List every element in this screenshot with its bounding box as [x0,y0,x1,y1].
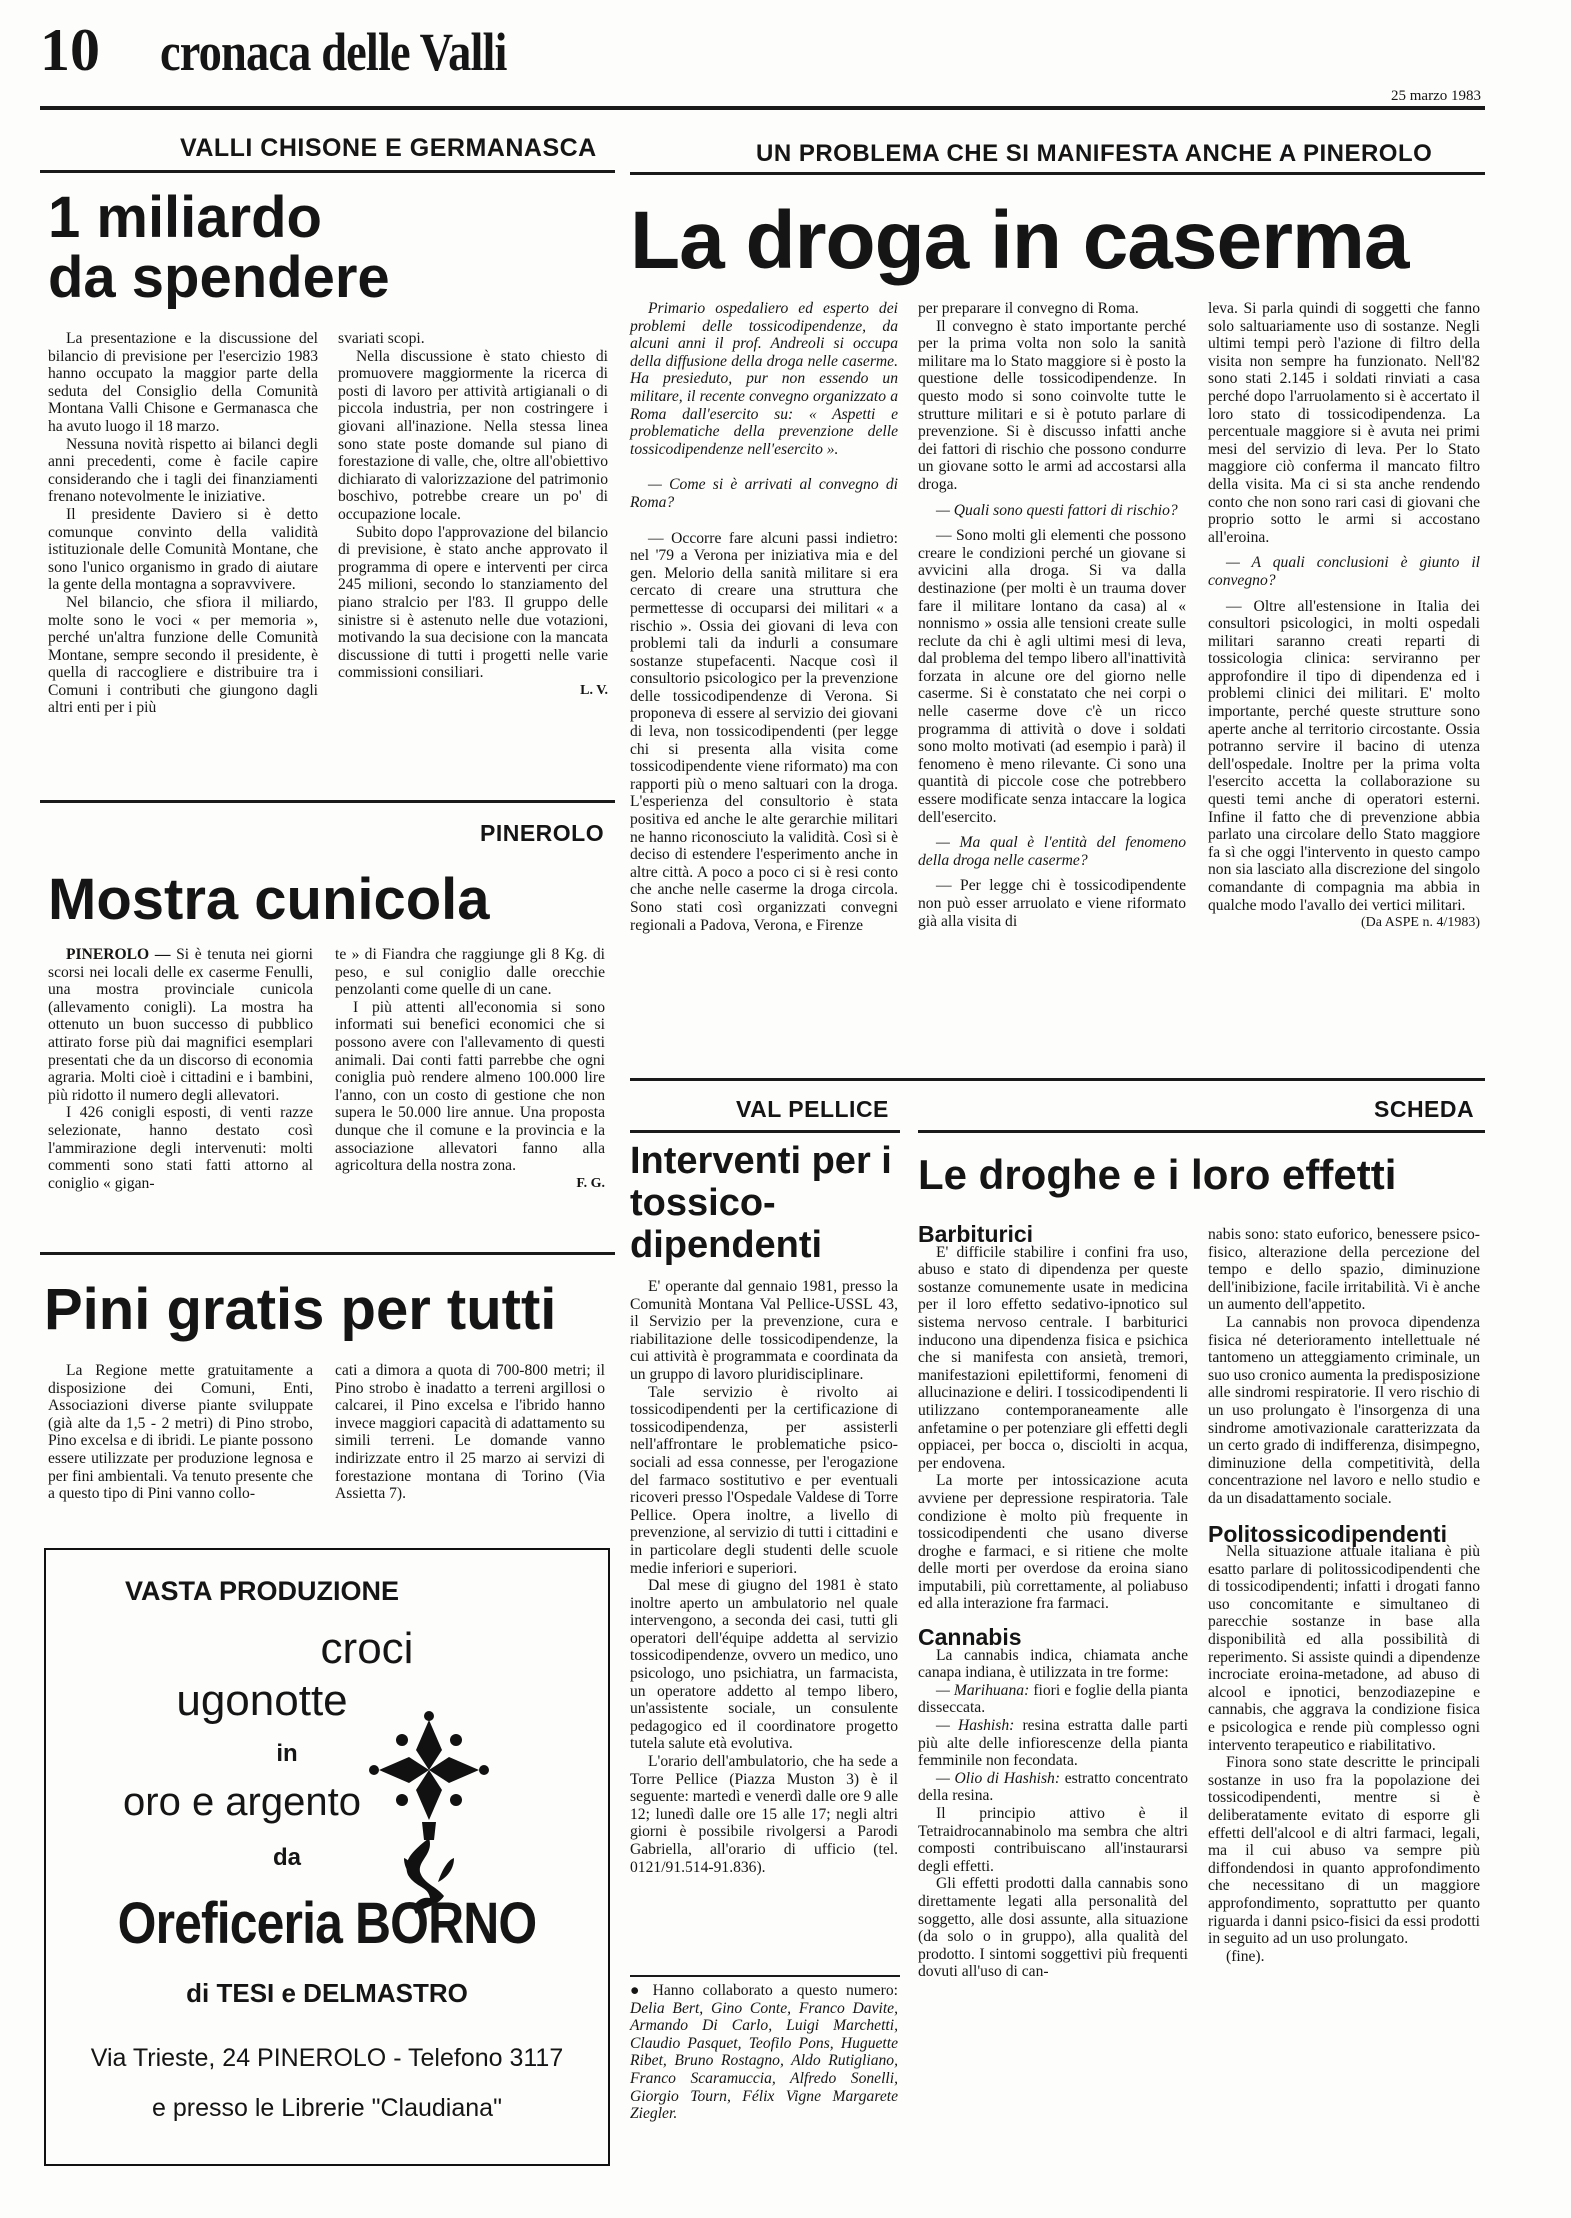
ad-line8: di TESI e DELMASTRO [186,1978,468,2008]
subhead-politossicodipendenti: Politossicodipendenti [1208,1520,1447,1547]
headline-interventi: Interventi per i tossico-dipendenti [630,1140,892,1266]
advertisement-borno [44,1548,610,2166]
kicker-rule [630,1130,900,1133]
droga-col3: leva. Si parla quindi di soggetti che fanno solo saltuariamente uso di sostanze. Negli ultimi tempi però l'azione di filtro della visita non sempre ha funzionato. Nell'82 sono stati 2.145 i soldati rinviati a casa perché dopo l'arruolamento si è accertato il loro stato di tossicodipendenza. La percentuale maggiore si è avuta nei primi mesi del servizio di leva. Per lo Stato maggiore ciò conferma il mancato filtro della visita. Ma ci si sta anche rendendo conto che non sono rari casi di giovani che proprio sotto le armi si accostano all'eroina. — A quali conclusioni è giunto il convegno? — Oltre all'estensione in Italia dei consultori psicologici, in molti ospedali militari saranno creati reparti di tossicologia clinica: serviranno per approfondire il tipo di dipendenza ed i problemi clinici dei militari. E' molto importante, perché queste strutture sono aperte anche al territorio circostante. Ossia potranno servire il bacino di utenza dell'ospedale. Inoltre per la prima volta l'esercito accetta la collaborazione su questi temi anche di operatori esterni. Infine il fatto che di prevenzione abbia parlato una circolare dello Stato maggiore fa sì che oggi l'intervento in questo campo non sia lasciato alla discrezione del singolo comandante di compagnia ma abbia in qualche modo l'avallo dei vertici militari. (Da ASPE n. 4/1983) [1208,300,1480,931]
section-rule [40,1252,615,1255]
droga-source: (Da ASPE n. 4/1983) [1361,915,1480,931]
kicker-valli-chisone: VALLI CHISONE E GERMANASCA [180,134,597,162]
pini-col2: cati a dimora a quota di 700-800 metri; il Pino strobo è inadatto a terreni argillosi o calcarei, il Pino excelsa e l'ibrido hanno invece maggiori capacità di adattamento su simili terreni. Le domande vanno indirizzate entro il 25 marzo ai servizi di forestazione montana di Torino (Via Assietta 7). [335,1362,605,1503]
headline-cunicola: Mostra cunicola [48,867,490,932]
ad-line1: VASTA PRODUZIONE [124,1576,399,1606]
scheda-col2: nabis sono: stato euforico, benessere psico-fisico, alterazione della percezione del tempo e dello spazio, diminuzione dell'inibizione, facile irritabilità. Vi è anche un aumento dell'appetito. La cannabis non provoca dipendenza fisica né deterioramento intellettuale né tantomeno un atteggiamento criminale, un suo uso cronico aumenta la predisposizione alle sindromi respiratorie. Il vero rischio di un uso prolungato è l'insorgenza di una sindrome amotivazionale caratterizzata da un certo grado di indifferenza, disimpegno, diminuzione della competitività, della concentrazione nel lavoro e nello studio e da un disadattamento sociale. Politossicodipendenti Nella situazione attuale italiana è più esatto parlare di politossicodipendenti che di tossicodipendenti; infatti i drogati fanno uso concomitante e simultaneo di parecchie sostanze in base alla disponibilità ed alla possibilità di reperimento. Si assiste quindi a dipendenze incrociate eroina-metadone, ad abuso di alcool e ipnotici, benzodiazepine e cannabis, che aggrava la condizione fisica e psicologica e rende più complesso ogni intervento terapeutico e riabilitativo. Finora sono state descritte le principali sostanze in uso fra la popolazione dei tossicodipendenti, mentre si è deliberatamente evitato di esporre gli effetti dell'alcool e di altri farmaci, legali, ma il cui abuso va sempre più diffondendosi in quanto approfondimento che necessitano di un maggiore approfondimento, soprattutto per quanto riguarda i danni psico-fisici da essi prodotti in seguito ad un uso prolungato. (fine). [1208,1226,1480,1965]
kicker-rule [40,170,615,173]
cunicola-col2: te » di Fiandra che raggiunge gli 8 Kg. di peso, e sul coniglio dalle orecchie penzolanti come quelle di un cane. I più attenti all'economia si sono informati sui benefici economici che si possono avere con l'allevamento di questi animali. Dai conti fatti parrebbe che ogni coniglia può rendere almeno 100.000 lire l'anno, con un costo di gestione che non supera le 50.000 lire annue. Una proposta dunque che il comune e la provincia e la associazione allevatori fanno alla agricoltura della nostra zona. F. G. [335,946,605,1191]
subhead-barbiturici: Barbiturici [918,1221,1034,1247]
cunicola-col1: PINEROLO — Si è tenuta nei giorni scorsi nei locali delle ex caserme Fenulli, una mostra provinciale cunicola (allevamento conigli). La mostra ha ottenuto un buon successo di pubblico attirato forse più dai magnifici esemplari presentati che da un discorso di economia agraria. Molti cioè i cittadini e i bambini, più ridotto il numero degli allevatori. I 426 conigli esposti, di venti razze selezionate, hanno destato così l'ammirazione degli intervenuti: molti commenti sono stati fatti attorno al coniglio « gigan- [48,946,313,1192]
credits-rule [630,1975,900,1977]
ad-line9: Via Trieste, 24 PINEROLO - Telefono 3117 [90,2044,564,2072]
interventi-body: E' operante dal gennaio 1981, presso la Comunità Montana Val Pellice-USSL 43, il Servizio per la prevenzione, cura e riabilitazione delle tossicodipendenze, la cui attività è programmata e coordinata da un gruppo di lavoro pluridisciplinare. Tale servizio è rivolto ai tossicodipendenti per la certificazione di tossicodipendenza, per assisterli nell'affrontare le problematiche psico-sociali ad essa connesse, per l'erogazione del farmaco sostitutivo e per eventuali ricoveri presso l'Ospedale Valdese di Torre Pellice. Opera inoltre, a livello di prevenzione, al servizio di tutti i cittadini e in particolare degli studenti delle scuole medie inferiori e superiori. Dal mese di giugno del 1981 è stato inoltre aperto un ambulatorio nel quale intervengono, a seconda dei casi, tutti gli operatori dell'équipe addetta al servizio tossicodipendenze, ovvero un medico, uno psicologo, uno psichiatra, un farmacista, un operatore addetto al tempo libero, un'assistente sociale, un consulente pedagogico ed il coordinatore progetto tutela salute età evolutiva. L'orario dell'ambulatorio, che ha sede a Torre Pellice (Piazza Muston 3) è il seguente: martedì e venerdì dalle ore 9 alle 12; lunedì dalle ore 15 alle 17; negli altri giorni è possibile rivolgersi a Parodi Gabriella, all'orario di ufficio (tel. 0121/91.514-91.836). [630,1278,899,1876]
headline-miliardo: 1 miliardo da spendere [48,185,390,310]
kicker-val-pellice: VAL PELLICE [736,1096,889,1122]
cunicola-signature: F. G. [576,1175,605,1191]
ad-line2: croci [320,1624,414,1673]
ad-line10: e presso le Librerie "Claudiana" [152,2094,502,2122]
huguenot-cross-icon [364,1710,494,1920]
scheda-col1: Barbiturici E' difficile stabilire i confini fra uso, abuso e stato di dipendenza per queste sostanze comunemente usate in medicina per il loro effetto sedativo-ipnotico sul sistema nervoso centrale. I barbiturici inducono una dipendenza fisica e psichica che si manifesta con ansietà, tremori, manifestazioni epilettiformi, fenomeni di allucinazione e deliri. I tossicodipendenti li utilizzano contemporaneamente alle anfetamine o per potenziare gli effetti degli oppiacei, per bocca o, disciolti in acqua, per endovena. La morte per intossicazione acuta avviene per depressione respiratoria. Tale condizione è molto più frequente in tossicodipendenti che usano diverse droghe e farmaci, e si ritiene che molte delle morti per overdose da eroina siano imputabili, più correttamente, al poliabuso ed alla interazione fra farmaci. Cannabis La cannabis indica, chiamata anche canapa indiana, è utilizzata in tre forme: — Marihuana: fiori e foglie della pianta disseccata. — Hashish: resina estratta dalle parti più alte delle infiorescenze della pianta femminile non fecondata. — Olio di Hashish: estratto concentrato della resina. Il principio attivo è il Tetraidrocannabinolo ma sembra che altri composti contribuiscano all'instaurarsi degli effetti. Gli effetti prodotti dalla cannabis sono direttamente legati alla personalità del soggetto, alle dosi assunte, alla situazione (da solo o in gruppo), alla qualità del prodotto. I sintomi soggettivi più frequenti dovuti all'uso di can- [918,1221,1188,1981]
miliardo-signature: L. V. [580,682,608,698]
ad-line7: Oreficeria BORNO [117,1891,537,1956]
masthead-rule [40,106,1485,110]
kicker-scheda: SCHEDA [1374,1096,1475,1122]
miliardo-col1: La presentazione e la discussione del bilancio di previsione per l'esercizio 1983 hanno occupato la maggior parte della seduta del Consiglio della Comunità Montana Valli Chisone e Germanasca che ha avuto luogo il 18 marzo. Nessuna novità rispetto ai bilanci degli anni precedenti, come è facile capire considerando che i tagli dei finanziamenti frenano notevolmente le iniziative. Il presidente Daviero si è detto comunque convinto della validità istituzionale delle Comunità Montane, che sono l'unico organismo in grado di aiutare la gente della montagna a sopravvivere. Nel bilancio, che sfiora il miliardo, molte sono le voci « per memoria », perché un'altra funzione delle Comunità Montane, sempre secondo il presidente, è quella di raccogliere e distribuire tra i Comuni i contributi che giungono dagli altri enti per i più [48,330,318,717]
miliardo-col2: svariati scopi. Nella discussione è stato chiesto di promuovere maggiormente la ricerca di posti di lavoro per attività artigianali o di piccola industria, per non costringere i giovani all'inazione. Nella stessa linea sono state poste domande sul piano di forestazione di valle, che, oltre all'obiettivo dichiarato di valorizzazione del patrimonio boschivo, potrebbe creare un po' di occupazione locale. Subito dopo l'approvazione del bilancio di previsione, è stato anche approvato il programma di opere e interventi per circa 245 milioni, secondo lo stanziamento del piano stralcio per l'83. Il gruppo delle sinistre si è astenuto nelle due votazioni, motivando la sua decisione con la mancata discussione di tutti i progetti nelle varie commissioni consiliari. L. V. [338,330,608,698]
ad-line6: da [272,1844,301,1871]
headline-droga: La droga in caserma [630,195,1409,286]
page-number: 10 [40,17,100,83]
droga-col1: Primario ospedaliero ed esperto dei problemi delle tossicodipendenze, da alcuni anni il prof. Andreoli si occupa della diffusione della droga nelle caserme. Ha presieduto, pur non essendo un militare, il recente convegno organizzato a Roma dall'esercito su: « Aspetti e problematiche della prevenzione delle tossicodipendenze nell'esercito ». — Come si è arrivati al convegno di Roma? — Occorre fare alcuni passi indietro: nel '79 a Verona per iniziativa mia e del gen. Melorio della sanità militare si era cercato di creare una struttura che permettesse di occuparsi dei militari « a rischio ». Ossia dei giovani di leva con problemi tali da indurli a consumare sostanze stupefacenti. Nacque così il consultorio psicologico per la prevenzione delle tossicodipendenze di Verona. Si proponeva di essere al servizio dei giovani di leva, non tossicodipendenti (per legge chi si presenta alla visita come tossicodipendente viene riformato) ma con rapporti più o meno saltuari con la droga. L'esperienza del consultorio è stata positiva ed anche le alte gerarchie militari ne hanno riconosciuto la validità. Così si è deciso di estendere l'esperimento anche in altre città. A poco a poco ci si è resi conto che anche nelle caserme la droga circola. Sono stati così organizzati convegni regionali a Padova, Verona, e Firenze [630,300,898,934]
ad-line4: in [276,1740,298,1767]
kicker-pinerolo-problema: UN PROBLEMA CHE SI MANIFESTA ANCHE A PINEROLO [756,140,1433,167]
ad-line5: oro e argento [123,1780,361,1824]
section-rule [630,1078,1485,1081]
droga-col2: per preparare il convegno di Roma. Il convegno è stato importante perché per la prima volta non solo la sanità militare ma lo Stato maggiore si è posto la questione delle tossicodipendenze. In questo modo si sono coinvolte tutte le strutture militari e si è potuto parlare di prevenzione. Si è discusso infatti anche dei fattori di rischio che possono condurre un giovane sotto le armi ad accostarsi alla droga. — Quali sono questi fattori di rischio? — Sono molti gli elementi che possono creare le condizioni perché un giovane si avvicini alla droga. Si va dalla destinazione (per molti è un trauma dover fare il militare lontano da casa) al « nonnismo » ossia alle tensioni create sulle reclute da chi è agli ultimi mesi di leva, dal problema del tempo libero all'inattività forzata in alcune ore del giorno nelle caserme. Si è constatato che nei corpi o nelle caserme dove c'è un ricco programma di attività o dove i soldati sono molto motivati (ad esempio i parà) il fenomeno è meno rilevante. Ci sono una quantità di piccole cose che potrebbero essere modificate senza intaccare la logica dell'esercito. — Ma qual è l'entità del fenomeno della droga nelle caserme? — Per legge chi è tossicodipendente non può esser arruolato e viene riformato già alla visita di [918,300,1186,930]
credits-box: ● Hanno collaborato a questo numero: Delia Bert, Gino Conte, Franco Davite, Armando Di Carlo, Luigi Marchetti, Claudio Pasquet, Teofilo Pons, Huguette Ribet, Bruno Rostagno, Aldo Rutigliano, Franco Scaramuccia, Alfredo Sonelli, Giorgio Tourn, Félix Vigne Margarete Ziegler. [630,1982,898,2123]
kicker-rule [918,1130,1485,1133]
ad-line3: ugonotte [176,1676,348,1725]
kicker-pinerolo: PINEROLO [480,820,605,846]
headline-pini: Pini gratis per tutti [44,1277,557,1342]
subhead-cannabis: Cannabis [918,1624,1022,1651]
kicker-rule [630,172,1485,175]
issue-date: 25 marzo 1983 [1391,88,1481,104]
pini-col1: La Regione mette gratuitamente a disposizione dei Comuni, Enti, Associazioni diverse piante sviluppate (già alte da 1,5 - 2 metri) di Pino strobo, Pino excelsa e di ibridi. Le piante possono essere utilizzate per produzione legnosa e per fini ambientali. Va tenuto presente che a questo tipo di Pini vanno collo- [48,1362,313,1503]
headline-scheda: Le droghe e i loro effetti [918,1151,1397,1198]
section-rule [40,800,615,803]
section-title: cronaca delle Valli [160,22,507,82]
